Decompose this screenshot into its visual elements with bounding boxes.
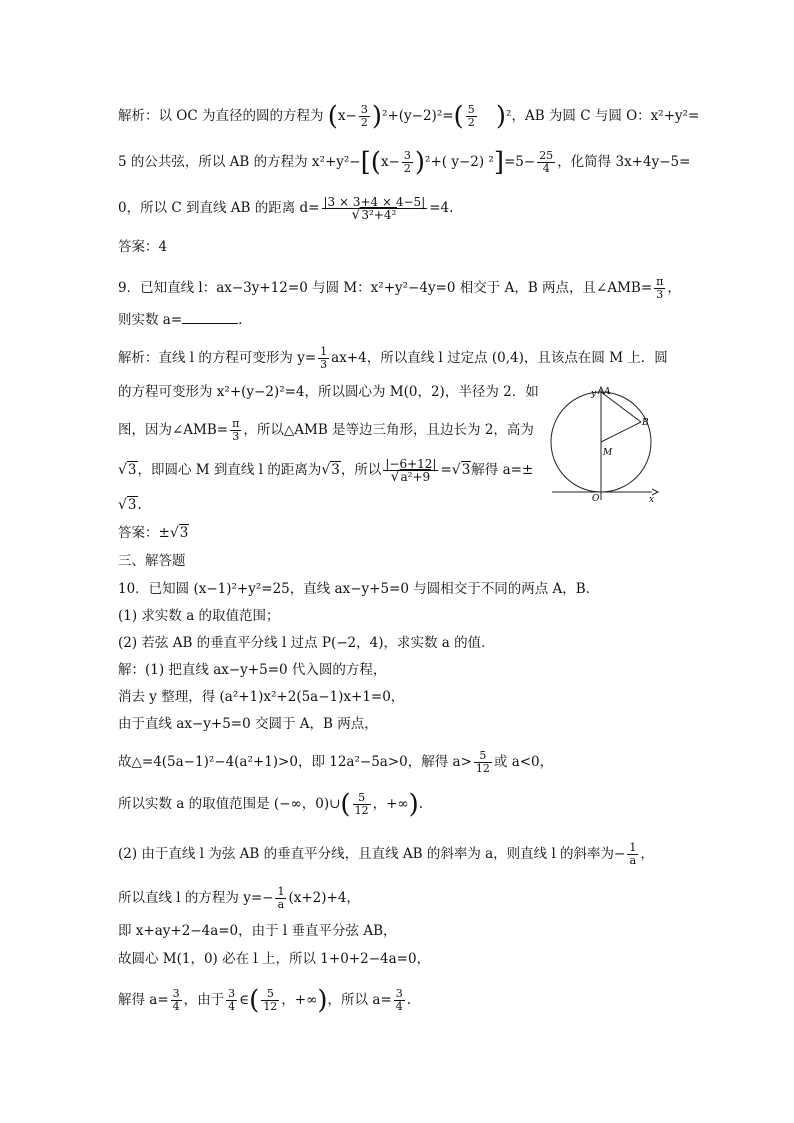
label-x: x — [649, 495, 655, 504]
text: 故△=4(5a−1)²−4(a²+1)>0，即 12a²−5a>0，解得 a> — [118, 754, 472, 770]
fraction: $\frac{\pi}{3}$ — [232, 417, 240, 443]
fraction: $\frac{3}{4}$ — [228, 987, 236, 1013]
q10-line-10 — [118, 886, 360, 911]
sqrt: 3 — [461, 462, 471, 478]
distance-fraction: $\frac{|3 \times 3+4 \times 4-5|}{\text{√3²+4²}}$ — [323, 195, 426, 223]
text: ，即圆心 M 到直线 l 的距离为 — [137, 462, 322, 478]
fraction: $\frac{1}{a}$ — [629, 841, 637, 867]
q10-line-11: 即 x+ay+2−4a=0，由于 l 垂直平分弦 AB， — [118, 923, 397, 939]
q10-line-9 — [118, 842, 654, 867]
text: 9．已知直线 l：ax−3y+12=0 与圆 M：x²+y²−4y=0 相交于 A，B 两点，且∠AMB= — [118, 280, 653, 296]
text: . — [406, 992, 411, 1008]
answer-blank — [182, 323, 238, 324]
text: 5 的公共弦，所以 AB 的方程为 x²+y²− — [118, 154, 361, 170]
text: ²+(y−2)²= — [382, 108, 454, 124]
text: ，所以 — [340, 462, 382, 478]
q10-line-8: 所以实数 a 的取值范围是 (−∞，0)∪( $\frac{5}{12}$ ，+∞). — [118, 789, 424, 820]
circle-figure — [548, 382, 660, 504]
q9-solution-3 — [118, 418, 534, 443]
text: =4. — [429, 200, 454, 216]
q10-line-12: 故圆心 M(1，0) 必在 l 上，所以 1+0+2−4a=0， — [118, 951, 431, 967]
fraction: $\frac{|-6+12|}{\text{√a²+9}}$ — [385, 457, 437, 485]
q9-solution-2: 的方程可变形为 x²+(y−2)²=4，所以圆心为 M(0，2)，半径为 2．如 — [118, 384, 539, 400]
text: ，+∞ — [372, 796, 409, 812]
text: . — [238, 312, 243, 328]
q10-line-13: 解得 a= $\frac{3}{4}$ ，由于 $\frac{3}{4}$ ∈( $\frac{5}{12}$ ，+∞)，所以 a= $\frac{3}{4}$ . — [118, 985, 411, 1016]
q10-line-6: 由于直线 ax−y+5=0 交圆于 A，B 两点， — [118, 716, 378, 732]
text: x− — [337, 108, 357, 124]
fraction: $\frac{1}{3}$ — [320, 345, 328, 371]
section-heading: 三、解答题 — [118, 553, 186, 569]
text: 或 a<0， — [493, 754, 554, 770]
fraction: $\frac{1}{a}$ — [277, 885, 285, 911]
solution-line-3 — [118, 196, 453, 221]
fraction: $\frac{5}{12}$ — [263, 987, 278, 1013]
answer-8: 答案：4 — [118, 239, 168, 255]
text: ²+( y−2) ² — [425, 154, 494, 170]
text: 0，所以 C 到直线 AB 的距离 d= — [118, 200, 320, 216]
fraction: $\frac{5}{12}$ — [354, 791, 369, 817]
label-b: B — [642, 418, 649, 428]
text: 解得 a= — [118, 992, 169, 1008]
fraction: $\frac{\pi}{3}$ — [656, 275, 664, 301]
q9-line-2 — [118, 311, 242, 329]
label-m: M — [603, 448, 613, 458]
text: ， — [667, 280, 681, 296]
fraction: $\frac{3}{2}$ — [403, 149, 411, 175]
label-o: O — [592, 494, 600, 504]
text: (x+2)+4， — [288, 890, 360, 906]
fraction: $\frac{5}{12}$ — [475, 749, 490, 775]
text: =5− — [503, 154, 536, 170]
fraction: $\frac{3}{4}$ — [395, 987, 403, 1013]
q10-line-5: 消去 y 整理，得 (a²+1)x²+2(5a−1)x+1=0， — [118, 689, 405, 705]
q10-line-7 — [118, 750, 553, 775]
text: = — [440, 462, 452, 478]
fraction: $\frac{3}{2}$ — [360, 103, 368, 129]
q10-line-1: 10．已知圆 (x−1)²+y²=25，直线 ax−y+5=0 与圆相交于不同的两点 A，B． — [118, 581, 600, 597]
q10-line-4: 解：(1) 把直线 ax−y+5=0 代入圆的方程， — [118, 662, 387, 678]
text: 解得 a=± — [471, 462, 534, 478]
solution-line-1: 解析：以 OC 为直径的圆的方程为 (x− $\frac{3}{2}$ )²+(y−2)²=( $\frac{5}{2}$ )²，AB 为圆 C 与圆 O：x²+y²= — [118, 101, 700, 132]
text: (2) 由于直线 l 为弦 AB 的垂直平分线，且直线 AB 的斜率为 a，则直线 l 的斜率为− — [118, 846, 626, 862]
text: 图，因为∠AMB= — [118, 422, 229, 438]
fraction: $\frac{3}{4}$ — [172, 987, 180, 1013]
text: ax+4，所以直线 l 过定点 (0,4)，且该点在圆 M 上．圆 — [331, 350, 668, 366]
fraction: $\frac{5}{2}$ — [467, 103, 475, 129]
text: ，所以 a= — [327, 992, 392, 1008]
fraction: $\frac{25}{4}$ — [539, 149, 554, 175]
text: ，由于 — [183, 992, 225, 1008]
text: x− — [380, 154, 400, 170]
text: . — [418, 796, 424, 812]
label-y: y — [591, 389, 597, 399]
text: 解析：以 OC 为直径的圆的方程为 — [118, 108, 324, 124]
q10-line-2: (1) 求实数 a 的取值范围； — [118, 608, 280, 624]
text: ， — [640, 846, 654, 862]
segment-mb — [601, 422, 641, 442]
text: ，+∞ — [281, 992, 318, 1008]
sqrt: 3 — [127, 462, 137, 478]
sqrt: 3 — [331, 462, 340, 478]
answer-9: 答案：±√3 — [118, 525, 189, 541]
sqrt: 3 — [179, 525, 189, 541]
text: 答案：± — [118, 525, 170, 541]
text: ，所以△AMB 是等边三角形，且边长为 2，高为 — [243, 422, 534, 438]
q9-solution-1 — [118, 346, 668, 371]
text: ，化简得 3x+4y−5= — [557, 154, 691, 170]
text: 所以直线 l 的方程为 y=− — [118, 890, 274, 906]
sqrt: 3 — [127, 497, 137, 513]
text: 解析：直线 l 的方程可变形为 y= — [118, 350, 317, 366]
text: 所以实数 a 的取值范围是 (−∞，0)∪ — [118, 796, 341, 812]
q9-line-1 — [118, 276, 681, 301]
text: ∈ — [239, 992, 250, 1008]
solution-line-2: 5 的公共弦，所以 AB 的方程为 x²+y²−[(x− $\frac{3}{2}$ )²+( y−2) ²]=5− $\frac{25}{4}$ ，化简得 3x+4y−5= — [118, 147, 691, 178]
text: . — [137, 497, 142, 513]
q9-solution-4: √3，即圆心 M 到直线 l 的距离为√3，所以 $\frac{|-6+12|}{\text{√a²+9}}$ =√3解得 a=± — [118, 457, 534, 485]
label-a: A — [604, 387, 611, 397]
text: 则实数 a= — [118, 312, 183, 328]
q9-solution-5: √3. — [118, 497, 142, 513]
q10-line-3: (2) 若弦 AB 的垂直平分线 l 过点 P(−2，4)，求实数 a 的值． — [118, 635, 495, 651]
text: ²，AB 为圆 C 与圆 O：x²+y²= — [506, 108, 700, 124]
